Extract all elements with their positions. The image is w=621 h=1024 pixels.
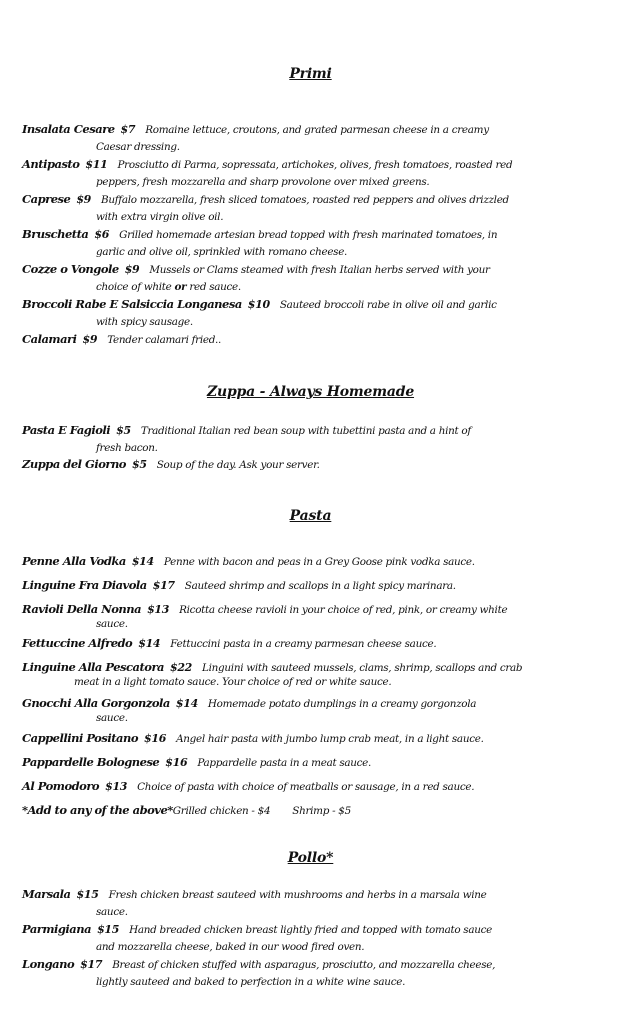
item-price: $17 xyxy=(152,579,175,592)
menu-item xyxy=(22,156,602,191)
section-heading-pasta: Pasta xyxy=(289,508,332,524)
item-name: Penne Alla Vodka xyxy=(22,554,126,568)
menu-item xyxy=(22,956,602,991)
item-price: $9 xyxy=(124,263,140,276)
item-name: Gnocchi Alla Gorgonzola xyxy=(22,696,170,710)
item-price: $14 xyxy=(175,697,198,710)
item-description: Romaine lettuce, croutons, and grated parmesan cheese in a creamy xyxy=(145,124,489,136)
menu-item xyxy=(22,577,602,595)
item-description: Pappardelle pasta in a meat sauce. xyxy=(197,757,372,769)
item-name: Fettuccine Alfredo xyxy=(22,636,133,650)
menu-item xyxy=(22,921,602,956)
item-price: $11 xyxy=(85,158,108,171)
menu-item xyxy=(22,659,602,688)
cont-part: choice of white xyxy=(96,281,172,293)
item-description: Breast of chicken stuffed with asparagus, prosciutto, and mozzarella cheese, xyxy=(112,959,496,971)
item-description-cont: sauce. xyxy=(96,618,128,630)
item-name: Ravioli Della Nonna xyxy=(22,602,142,616)
item-description-cont: Caesar dressing. xyxy=(96,141,180,153)
item-description: Penne with bacon and peas in a Grey Goose pink vodka sauce. xyxy=(163,556,475,568)
item-description: Fresh chicken breast sauteed with mushrooms and herbs in a marsala wine xyxy=(108,889,487,901)
item-description: Hand breaded chicken breast lightly fried and topped with tomato sauce xyxy=(129,924,492,936)
cont-part: red sauce. xyxy=(189,281,241,293)
item-description: Tender calamari fried.. xyxy=(107,334,222,346)
menu-item xyxy=(22,601,602,630)
item-first-line xyxy=(22,659,602,677)
pasta-addon xyxy=(22,802,602,820)
item-description-cont: sauce. xyxy=(96,712,128,724)
item-description: Linguini with sauteed mussels, clams, shrimp, scallops and crab xyxy=(202,662,523,674)
item-name: Caprese xyxy=(22,192,71,206)
item-price: $9 xyxy=(76,193,92,206)
item-price: $9 xyxy=(82,333,98,346)
item-name: Pappardelle Bolognese xyxy=(22,755,160,769)
item-name: Insalata Cesare xyxy=(22,122,115,136)
item-description: Grilled homemade artesian bread topped with fresh marinated tomatoes, in xyxy=(119,229,498,241)
menu-item xyxy=(22,886,602,921)
item-price: $5 xyxy=(116,424,131,437)
menu-item xyxy=(22,226,602,261)
menu-item xyxy=(22,695,602,724)
item-price: $16 xyxy=(144,732,167,745)
item-description: Choice of pasta with choice of meatballs or sausage, in a red sauce. xyxy=(137,781,475,793)
item-description-cont: and mozzarella cheese, baked in our wood fired oven. xyxy=(96,941,365,953)
item-name: Broccoli Rabe E Salsiccia Longanesa xyxy=(22,297,242,311)
item-name: Parmigiana xyxy=(22,922,92,936)
item-description-cont xyxy=(22,279,602,296)
menu-item xyxy=(22,553,602,571)
menu-item xyxy=(22,754,602,772)
item-name: Bruschetta xyxy=(22,227,89,241)
item-description-cont: peppers, fresh mozzarella and sharp provolone over mixed greens. xyxy=(96,176,430,188)
item-name: Pasta E Fagioli xyxy=(22,423,111,437)
addon-label: *Add to any of the above* xyxy=(22,803,173,817)
item-description: Fettuccini pasta in a creamy parmesan cheese sauce. xyxy=(170,638,437,650)
section-heading-pollo: Pollo* xyxy=(287,850,334,866)
item-name: Linguine Alla Pescatora xyxy=(22,660,164,674)
item-description-cont: lightly sauteed and baked to perfection in a white wine sauce. xyxy=(96,976,406,988)
menu-item xyxy=(22,456,602,474)
item-name: Linguine Fra Diavola xyxy=(22,578,147,592)
item-name: Calamari xyxy=(22,332,77,346)
menu-item xyxy=(22,730,602,748)
cont-or: or xyxy=(174,281,187,293)
item-description: Sauteed shrimp and scallops in a light spicy marinara. xyxy=(184,580,456,592)
item-description: Traditional Italian red bean soup with tubettini pasta and a hint of xyxy=(140,425,471,437)
item-description-cont: garlic and olive oil, sprinkled with romano cheese. xyxy=(96,246,348,258)
menu-item xyxy=(22,422,602,457)
menu-item xyxy=(22,331,602,349)
addon-chicken: Grilled chicken - $4 xyxy=(172,805,271,817)
item-description: Angel hair pasta with jumbo lump crab meat, in a light sauce. xyxy=(176,733,484,745)
item-name: Al Pomodoro xyxy=(22,779,100,793)
menu-item xyxy=(22,121,602,156)
item-price: $15 xyxy=(97,923,120,936)
menu-item xyxy=(22,635,602,653)
item-price: $7 xyxy=(120,123,136,136)
item-name: Cozze o Vongole xyxy=(22,262,119,276)
item-description: Mussels or Clams steamed with fresh Italian herbs served with your xyxy=(149,264,490,276)
item-description-cont: sauce. xyxy=(96,906,128,918)
item-description: Soup of the day. Ask your server. xyxy=(156,459,320,471)
item-first-line xyxy=(22,601,602,619)
item-name: Zuppa del Giorno xyxy=(22,457,126,471)
item-name: Marsala xyxy=(22,887,71,901)
item-price: $13 xyxy=(105,780,128,793)
item-name: Cappellini Positano xyxy=(22,731,138,745)
item-first-line xyxy=(22,695,602,713)
item-price: $13 xyxy=(147,603,170,616)
item-description-cont: with spicy sausage. xyxy=(96,316,193,328)
item-price: $22 xyxy=(169,661,193,674)
item-price: $5 xyxy=(131,458,147,471)
item-price: $6 xyxy=(94,228,110,241)
item-price: $15 xyxy=(76,888,99,901)
item-description: Buffalo mozzarella, fresh sliced tomatoes, roasted red peppers and olives drizzled xyxy=(101,194,509,206)
item-description-cont: with extra virgin olive oil. xyxy=(96,211,224,223)
item-name: Longano xyxy=(22,957,75,971)
item-description: Prosciutto di Parma, sopressata, artichokes, olives, fresh tomatoes, roasted red xyxy=(117,159,513,171)
item-price: $14 xyxy=(131,555,154,568)
item-price: $17 xyxy=(80,958,103,971)
addon-shrimp: Shrimp - $5 xyxy=(292,805,351,817)
item-description-cont: meat in a light tomato sauce. Your choice of red or white sauce. xyxy=(74,676,392,688)
menu-item xyxy=(22,261,602,296)
item-description: Homemade potato dumplings in a creamy gorgonzola xyxy=(207,698,477,710)
section-heading-zuppa: Zuppa - Always Homemade xyxy=(206,384,415,400)
menu-item xyxy=(22,191,602,226)
item-description: Sauteed broccoli rabe in olive oil and garlic xyxy=(279,299,497,311)
menu-item xyxy=(22,778,602,796)
item-description: Ricotta cheese ravioli in your choice of red, pink, or creamy white xyxy=(179,604,508,616)
item-name: Antipasto xyxy=(22,157,80,171)
item-description-cont: fresh bacon. xyxy=(96,442,158,454)
menu-item xyxy=(22,296,602,331)
item-price: $10 xyxy=(247,298,270,311)
item-price: $16 xyxy=(165,756,188,769)
item-price: $14 xyxy=(138,637,161,650)
section-heading-primi: Primi xyxy=(289,66,332,82)
